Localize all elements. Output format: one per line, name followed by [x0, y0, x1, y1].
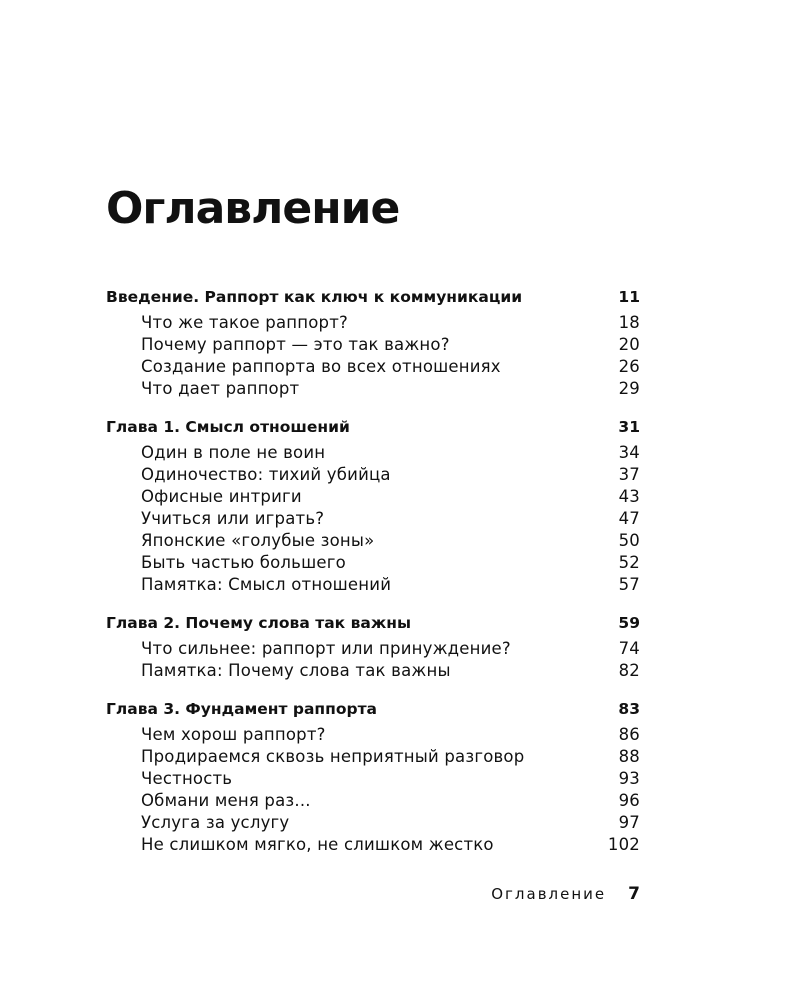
running-header-label: Оглавление: [491, 885, 607, 903]
toc-entry[interactable]: [106, 530, 640, 552]
toc-entry-page: 50: [618, 531, 640, 550]
toc-section-heading[interactable]: [106, 285, 640, 309]
table-of-contents: [106, 285, 640, 871]
toc-section: [106, 611, 640, 682]
toc-section-page: 11: [618, 288, 640, 306]
toc-entry-page: 37: [618, 465, 640, 484]
toc-section-page: 31: [618, 418, 640, 436]
toc-entry-title: Учиться или играть?: [141, 509, 325, 528]
toc-entry[interactable]: [106, 552, 640, 574]
toc-entry[interactable]: [106, 768, 640, 790]
toc-entry-page: 52: [618, 553, 640, 572]
toc-entry-title: Честность: [141, 769, 233, 788]
toc-entry-page: 57: [618, 575, 640, 594]
toc-entry-page: 20: [618, 335, 640, 354]
toc-entry-page: 88: [618, 747, 640, 766]
toc-entry-page: 34: [618, 443, 640, 462]
toc-section-heading[interactable]: [106, 697, 640, 721]
toc-entry-page: 82: [618, 661, 640, 680]
toc-entry-page: 102: [607, 835, 640, 854]
toc-entry-title: Обмани меня раз...: [141, 791, 311, 810]
page-title: Оглавление: [106, 183, 400, 234]
toc-entry-title: Один в поле не воин: [141, 443, 326, 462]
toc-entry-title: Почему раппорт — это так важно?: [141, 335, 450, 354]
toc-entry[interactable]: [106, 356, 640, 378]
toc-entry-title: Что же такое раппорт?: [141, 313, 349, 332]
toc-entry[interactable]: [106, 334, 640, 356]
toc-entry[interactable]: [106, 378, 640, 400]
toc-entry[interactable]: [106, 638, 640, 660]
toc-section: [106, 415, 640, 596]
toc-section-title: Введение. Раппорт как ключ к коммуникации: [106, 288, 523, 306]
toc-entry-page: 93: [618, 769, 640, 788]
toc-entry-title: Чем хорош раппорт?: [141, 725, 326, 744]
toc-entry[interactable]: [106, 486, 640, 508]
toc-entry-title: Быть частью большего: [141, 553, 346, 572]
toc-entry-page: 26: [618, 357, 640, 376]
toc-entry-title: Что дает раппорт: [141, 379, 300, 398]
toc-entry-title: Не слишком мягко, не слишком жестко: [141, 835, 494, 854]
toc-section: [106, 697, 640, 856]
toc-entry[interactable]: [106, 660, 640, 682]
toc-entry-title: Одиночество: тихий убийца: [141, 465, 391, 484]
toc-entry[interactable]: [106, 746, 640, 768]
toc-entry-title: Японские «голубые зоны»: [141, 531, 375, 550]
toc-entry-title: Памятка: Почему слова так важны: [141, 661, 451, 680]
toc-section-title: Глава 1. Смысл отношений: [106, 418, 350, 436]
toc-entry-page: 74: [618, 639, 640, 658]
toc-entry-title: Офисные интриги: [141, 487, 302, 506]
toc-entry-title: Что сильнее: раппорт или принуждение?: [141, 639, 511, 658]
toc-section-heading[interactable]: [106, 415, 640, 439]
toc-entry-title: Продираемся сквозь неприятный разговор: [141, 747, 525, 766]
toc-entry[interactable]: [106, 312, 640, 334]
toc-entry[interactable]: [106, 464, 640, 486]
toc-entry-page: 43: [618, 487, 640, 506]
toc-entry-page: 47: [618, 509, 640, 528]
toc-entry[interactable]: [106, 834, 640, 856]
toc-section-title: Глава 2. Почему слова так важны: [106, 614, 411, 632]
toc-entry[interactable]: [106, 812, 640, 834]
toc-entry-title: Услуга за услугу: [141, 813, 290, 832]
toc-entry-page: 18: [618, 313, 640, 332]
toc-entry-title: Памятка: Смысл отношений: [141, 575, 392, 594]
toc-entry[interactable]: [106, 508, 640, 530]
page-number: 7: [628, 884, 640, 904]
toc-entry[interactable]: [106, 724, 640, 746]
toc-entry-title: Создание раппорта во всех отношениях: [141, 357, 501, 376]
toc-entry[interactable]: [106, 442, 640, 464]
toc-entry-page: 86: [618, 725, 640, 744]
toc-entry[interactable]: [106, 790, 640, 812]
toc-entry-page: 29: [618, 379, 640, 398]
toc-section-page: 83: [618, 700, 640, 718]
toc-section-page: 59: [618, 614, 640, 632]
toc-section-title: Глава 3. Фундамент раппорта: [106, 700, 378, 718]
toc-section: [106, 285, 640, 400]
page-footer: [430, 884, 640, 904]
toc-entry-page: 96: [618, 791, 640, 810]
toc-entry[interactable]: [106, 574, 640, 596]
toc-entry-page: 97: [618, 813, 640, 832]
toc-section-heading[interactable]: [106, 611, 640, 635]
